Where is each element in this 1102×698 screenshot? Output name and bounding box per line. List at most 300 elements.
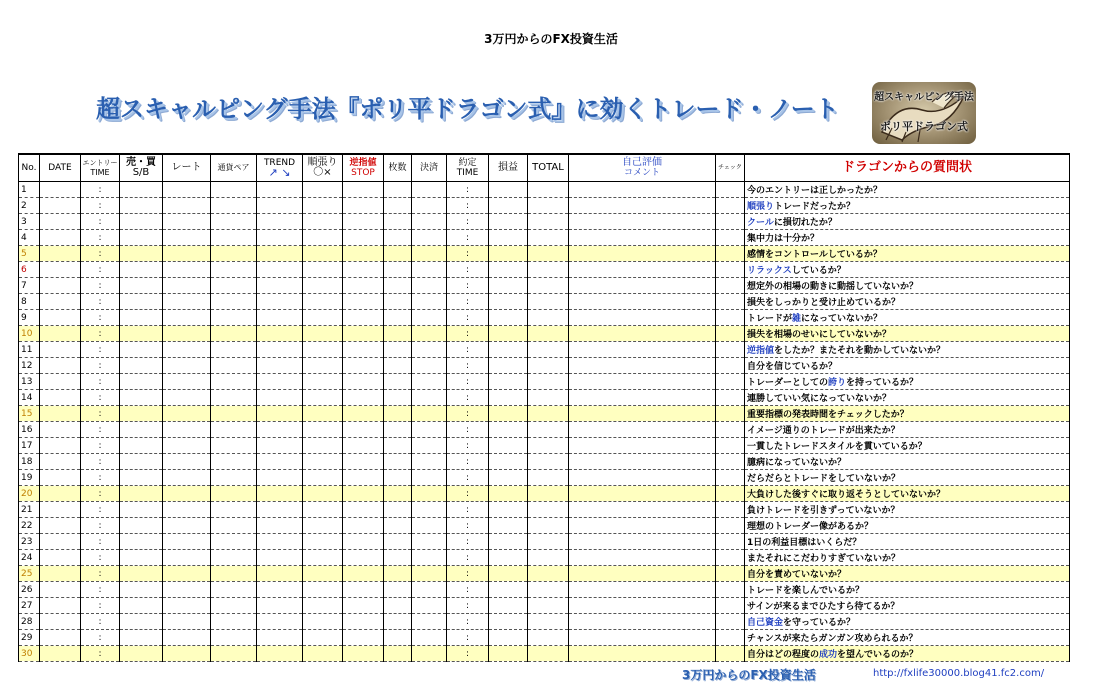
cell-lots[interactable] [384,246,412,262]
cell-lots[interactable] [384,502,412,518]
cell-entry-time[interactable]: : [81,422,120,438]
cell-settle[interactable] [412,214,447,230]
cell-lots[interactable] [384,486,412,502]
cell-pair[interactable] [211,358,257,374]
cell-exec-time[interactable]: : [447,502,489,518]
cell-settle[interactable] [412,630,447,646]
cell-junbari[interactable] [303,454,343,470]
cell-lots[interactable] [384,262,412,278]
cell-date[interactable] [40,534,81,550]
cell-check[interactable] [716,342,745,358]
cell-pair[interactable] [211,486,257,502]
cell-exec-time[interactable]: : [447,646,489,662]
cell-eval[interactable] [569,374,716,390]
cell-total[interactable] [528,438,569,454]
cell-eval[interactable] [569,342,716,358]
cell-check[interactable] [716,198,745,214]
cell-check[interactable] [716,246,745,262]
cell-settle[interactable] [412,550,447,566]
cell-date[interactable] [40,598,81,614]
cell-eval[interactable] [569,486,716,502]
cell-pnl[interactable] [489,598,528,614]
cell-check[interactable] [716,518,745,534]
cell-date[interactable] [40,342,81,358]
cell-junbari[interactable] [303,342,343,358]
cell-exec-time[interactable]: : [447,486,489,502]
cell-entry-time[interactable]: : [81,614,120,630]
cell-junbari[interactable] [303,326,343,342]
cell-side[interactable] [120,374,163,390]
cell-total[interactable] [528,566,569,582]
cell-entry-time[interactable]: : [81,326,120,342]
cell-junbari[interactable] [303,198,343,214]
cell-check[interactable] [716,214,745,230]
cell-eval[interactable] [569,390,716,406]
cell-exec-time[interactable]: : [447,230,489,246]
cell-pnl[interactable] [489,230,528,246]
cell-pair[interactable] [211,582,257,598]
cell-junbari[interactable] [303,294,343,310]
cell-check[interactable] [716,470,745,486]
cell-stop[interactable] [343,518,384,534]
cell-check[interactable] [716,374,745,390]
cell-settle[interactable] [412,646,447,662]
cell-total[interactable] [528,374,569,390]
cell-stop[interactable] [343,454,384,470]
cell-eval[interactable] [569,438,716,454]
cell-trend[interactable] [257,230,303,246]
cell-entry-time[interactable]: : [81,454,120,470]
cell-entry-time[interactable]: : [81,294,120,310]
cell-junbari[interactable] [303,566,343,582]
cell-pnl[interactable] [489,614,528,630]
cell-settle[interactable] [412,278,447,294]
cell-date[interactable] [40,182,81,198]
cell-entry-time[interactable]: : [81,630,120,646]
cell-lots[interactable] [384,422,412,438]
cell-eval[interactable] [569,406,716,422]
cell-settle[interactable] [412,566,447,582]
cell-check[interactable] [716,262,745,278]
cell-junbari[interactable] [303,518,343,534]
cell-entry-time[interactable]: : [81,214,120,230]
cell-pnl[interactable] [489,406,528,422]
cell-side[interactable] [120,230,163,246]
cell-side[interactable] [120,326,163,342]
cell-pair[interactable] [211,230,257,246]
cell-exec-time[interactable]: : [447,406,489,422]
cell-check[interactable] [716,326,745,342]
cell-settle[interactable] [412,614,447,630]
cell-date[interactable] [40,278,81,294]
cell-total[interactable] [528,230,569,246]
cell-pnl[interactable] [489,262,528,278]
cell-settle[interactable] [412,294,447,310]
cell-junbari[interactable] [303,470,343,486]
cell-junbari[interactable] [303,182,343,198]
cell-pair[interactable] [211,390,257,406]
cell-junbari[interactable] [303,230,343,246]
cell-total[interactable] [528,262,569,278]
cell-entry-time[interactable]: : [81,390,120,406]
cell-rate[interactable] [163,422,211,438]
cell-rate[interactable] [163,246,211,262]
cell-pair[interactable] [211,342,257,358]
cell-side[interactable] [120,214,163,230]
cell-entry-time[interactable]: : [81,230,120,246]
cell-eval[interactable] [569,614,716,630]
cell-check[interactable] [716,438,745,454]
cell-trend[interactable] [257,470,303,486]
cell-entry-time[interactable]: : [81,646,120,662]
cell-entry-time[interactable]: : [81,534,120,550]
cell-eval[interactable] [569,646,716,662]
cell-exec-time[interactable]: : [447,310,489,326]
cell-exec-time[interactable]: : [447,182,489,198]
cell-pair[interactable] [211,518,257,534]
cell-pnl[interactable] [489,342,528,358]
cell-pnl[interactable] [489,582,528,598]
cell-pnl[interactable] [489,422,528,438]
cell-rate[interactable] [163,262,211,278]
cell-rate[interactable] [163,326,211,342]
cell-stop[interactable] [343,470,384,486]
cell-eval[interactable] [569,550,716,566]
cell-date[interactable] [40,310,81,326]
cell-check[interactable] [716,182,745,198]
cell-date[interactable] [40,454,81,470]
cell-pair[interactable] [211,566,257,582]
cell-lots[interactable] [384,454,412,470]
cell-eval[interactable] [569,518,716,534]
cell-date[interactable] [40,262,81,278]
cell-total[interactable] [528,646,569,662]
cell-trend[interactable] [257,566,303,582]
cell-rate[interactable] [163,486,211,502]
cell-entry-time[interactable]: : [81,406,120,422]
cell-stop[interactable] [343,422,384,438]
cell-side[interactable] [120,406,163,422]
cell-total[interactable] [528,310,569,326]
cell-eval[interactable] [569,630,716,646]
cell-rate[interactable] [163,566,211,582]
cell-date[interactable] [40,198,81,214]
cell-trend[interactable] [257,582,303,598]
cell-trend[interactable] [257,310,303,326]
cell-eval[interactable] [569,294,716,310]
cell-side[interactable] [120,198,163,214]
cell-eval[interactable] [569,470,716,486]
cell-entry-time[interactable]: : [81,358,120,374]
cell-date[interactable] [40,294,81,310]
cell-total[interactable] [528,502,569,518]
cell-entry-time[interactable]: : [81,566,120,582]
cell-pair[interactable] [211,470,257,486]
cell-rate[interactable] [163,278,211,294]
cell-check[interactable] [716,582,745,598]
cell-entry-time[interactable]: : [81,262,120,278]
cell-lots[interactable] [384,534,412,550]
cell-total[interactable] [528,342,569,358]
cell-trend[interactable] [257,246,303,262]
cell-stop[interactable] [343,358,384,374]
cell-junbari[interactable] [303,214,343,230]
cell-settle[interactable] [412,262,447,278]
cell-pnl[interactable] [489,358,528,374]
cell-stop[interactable] [343,294,384,310]
cell-junbari[interactable] [303,374,343,390]
cell-rate[interactable] [163,470,211,486]
cell-exec-time[interactable]: : [447,374,489,390]
cell-pair[interactable] [211,646,257,662]
cell-date[interactable] [40,358,81,374]
cell-lots[interactable] [384,582,412,598]
cell-exec-time[interactable]: : [447,454,489,470]
cell-side[interactable] [120,518,163,534]
cell-check[interactable] [716,422,745,438]
cell-pair[interactable] [211,422,257,438]
cell-lots[interactable] [384,630,412,646]
cell-check[interactable] [716,566,745,582]
cell-settle[interactable] [412,342,447,358]
cell-lots[interactable] [384,182,412,198]
cell-check[interactable] [716,646,745,662]
cell-total[interactable] [528,278,569,294]
cell-rate[interactable] [163,598,211,614]
cell-pair[interactable] [211,598,257,614]
cell-rate[interactable] [163,342,211,358]
cell-junbari[interactable] [303,278,343,294]
cell-pair[interactable] [211,534,257,550]
cell-junbari[interactable] [303,598,343,614]
cell-side[interactable] [120,310,163,326]
cell-date[interactable] [40,246,81,262]
cell-date[interactable] [40,422,81,438]
cell-side[interactable] [120,246,163,262]
cell-date[interactable] [40,470,81,486]
cell-check[interactable] [716,406,745,422]
cell-settle[interactable] [412,470,447,486]
cell-stop[interactable] [343,278,384,294]
cell-stop[interactable] [343,198,384,214]
cell-eval[interactable] [569,262,716,278]
cell-side[interactable] [120,342,163,358]
cell-total[interactable] [528,630,569,646]
cell-lots[interactable] [384,358,412,374]
cell-trend[interactable] [257,342,303,358]
cell-exec-time[interactable]: : [447,438,489,454]
cell-entry-time[interactable]: : [81,486,120,502]
cell-junbari[interactable] [303,262,343,278]
cell-check[interactable] [716,614,745,630]
cell-stop[interactable] [343,630,384,646]
cell-date[interactable] [40,646,81,662]
cell-pair[interactable] [211,454,257,470]
cell-trend[interactable] [257,214,303,230]
cell-rate[interactable] [163,198,211,214]
cell-side[interactable] [120,646,163,662]
cell-pnl[interactable] [489,294,528,310]
cell-lots[interactable] [384,390,412,406]
cell-check[interactable] [716,630,745,646]
cell-rate[interactable] [163,614,211,630]
cell-junbari[interactable] [303,646,343,662]
cell-exec-time[interactable]: : [447,470,489,486]
cell-exec-time[interactable]: : [447,214,489,230]
cell-side[interactable] [120,470,163,486]
cell-settle[interactable] [412,454,447,470]
cell-trend[interactable] [257,598,303,614]
cell-stop[interactable] [343,614,384,630]
cell-trend[interactable] [257,278,303,294]
cell-exec-time[interactable]: : [447,550,489,566]
cell-stop[interactable] [343,374,384,390]
cell-lots[interactable] [384,342,412,358]
cell-check[interactable] [716,278,745,294]
cell-settle[interactable] [412,230,447,246]
cell-check[interactable] [716,294,745,310]
cell-trend[interactable] [257,630,303,646]
cell-stop[interactable] [343,326,384,342]
cell-check[interactable] [716,486,745,502]
cell-total[interactable] [528,182,569,198]
cell-pair[interactable] [211,374,257,390]
cell-rate[interactable] [163,646,211,662]
cell-check[interactable] [716,310,745,326]
cell-pnl[interactable] [489,246,528,262]
cell-lots[interactable] [384,230,412,246]
cell-total[interactable] [528,614,569,630]
cell-pnl[interactable] [489,390,528,406]
cell-lots[interactable] [384,566,412,582]
cell-check[interactable] [716,230,745,246]
cell-settle[interactable] [412,422,447,438]
cell-entry-time[interactable]: : [81,342,120,358]
cell-side[interactable] [120,566,163,582]
cell-side[interactable] [120,486,163,502]
cell-pair[interactable] [211,326,257,342]
cell-pair[interactable] [211,294,257,310]
cell-pnl[interactable] [489,518,528,534]
cell-rate[interactable] [163,630,211,646]
cell-total[interactable] [528,582,569,598]
cell-rate[interactable] [163,454,211,470]
cell-date[interactable] [40,486,81,502]
cell-settle[interactable] [412,518,447,534]
cell-exec-time[interactable]: : [447,598,489,614]
cell-exec-time[interactable]: : [447,294,489,310]
cell-date[interactable] [40,502,81,518]
cell-total[interactable] [528,454,569,470]
cell-eval[interactable] [569,454,716,470]
cell-exec-time[interactable]: : [447,278,489,294]
cell-pair[interactable] [211,262,257,278]
cell-settle[interactable] [412,582,447,598]
cell-date[interactable] [40,518,81,534]
cell-exec-time[interactable]: : [447,534,489,550]
cell-lots[interactable] [384,374,412,390]
cell-junbari[interactable] [303,550,343,566]
cell-trend[interactable] [257,454,303,470]
cell-eval[interactable] [569,278,716,294]
cell-pnl[interactable] [489,550,528,566]
cell-lots[interactable] [384,470,412,486]
cell-stop[interactable] [343,502,384,518]
cell-side[interactable] [120,630,163,646]
cell-date[interactable] [40,630,81,646]
cell-eval[interactable] [569,582,716,598]
cell-pnl[interactable] [489,278,528,294]
cell-trend[interactable] [257,646,303,662]
cell-trend[interactable] [257,550,303,566]
cell-total[interactable] [528,326,569,342]
cell-check[interactable] [716,390,745,406]
cell-stop[interactable] [343,262,384,278]
cell-total[interactable] [528,214,569,230]
cell-check[interactable] [716,550,745,566]
cell-total[interactable] [528,198,569,214]
cell-total[interactable] [528,406,569,422]
cell-pair[interactable] [211,406,257,422]
cell-exec-time[interactable]: : [447,358,489,374]
cell-junbari[interactable] [303,390,343,406]
cell-trend[interactable] [257,422,303,438]
cell-lots[interactable] [384,310,412,326]
cell-pnl[interactable] [489,646,528,662]
cell-entry-time[interactable]: : [81,182,120,198]
cell-stop[interactable] [343,182,384,198]
cell-check[interactable] [716,598,745,614]
footer-url-link[interactable]: http://fxlife30000.blog41.fc2.com/ [873,668,1045,679]
cell-settle[interactable] [412,358,447,374]
cell-side[interactable] [120,358,163,374]
cell-stop[interactable] [343,438,384,454]
cell-settle[interactable] [412,182,447,198]
cell-stop[interactable] [343,598,384,614]
cell-junbari[interactable] [303,358,343,374]
cell-exec-time[interactable]: : [447,630,489,646]
cell-settle[interactable] [412,502,447,518]
cell-rate[interactable] [163,502,211,518]
cell-exec-time[interactable]: : [447,582,489,598]
cell-pnl[interactable] [489,214,528,230]
cell-junbari[interactable] [303,438,343,454]
cell-exec-time[interactable]: : [447,342,489,358]
cell-lots[interactable] [384,598,412,614]
cell-junbari[interactable] [303,534,343,550]
cell-eval[interactable] [569,502,716,518]
cell-date[interactable] [40,566,81,582]
cell-trend[interactable] [257,486,303,502]
cell-pair[interactable] [211,278,257,294]
cell-lots[interactable] [384,278,412,294]
cell-trend[interactable] [257,262,303,278]
cell-settle[interactable] [412,438,447,454]
cell-pnl[interactable] [489,630,528,646]
cell-trend[interactable] [257,390,303,406]
cell-pnl[interactable] [489,326,528,342]
cell-entry-time[interactable]: : [81,518,120,534]
cell-eval[interactable] [569,182,716,198]
cell-stop[interactable] [343,646,384,662]
cell-junbari[interactable] [303,246,343,262]
cell-stop[interactable] [343,342,384,358]
cell-trend[interactable] [257,518,303,534]
cell-trend[interactable] [257,326,303,342]
cell-pair[interactable] [211,310,257,326]
cell-entry-time[interactable]: : [81,278,120,294]
cell-exec-time[interactable]: : [447,262,489,278]
